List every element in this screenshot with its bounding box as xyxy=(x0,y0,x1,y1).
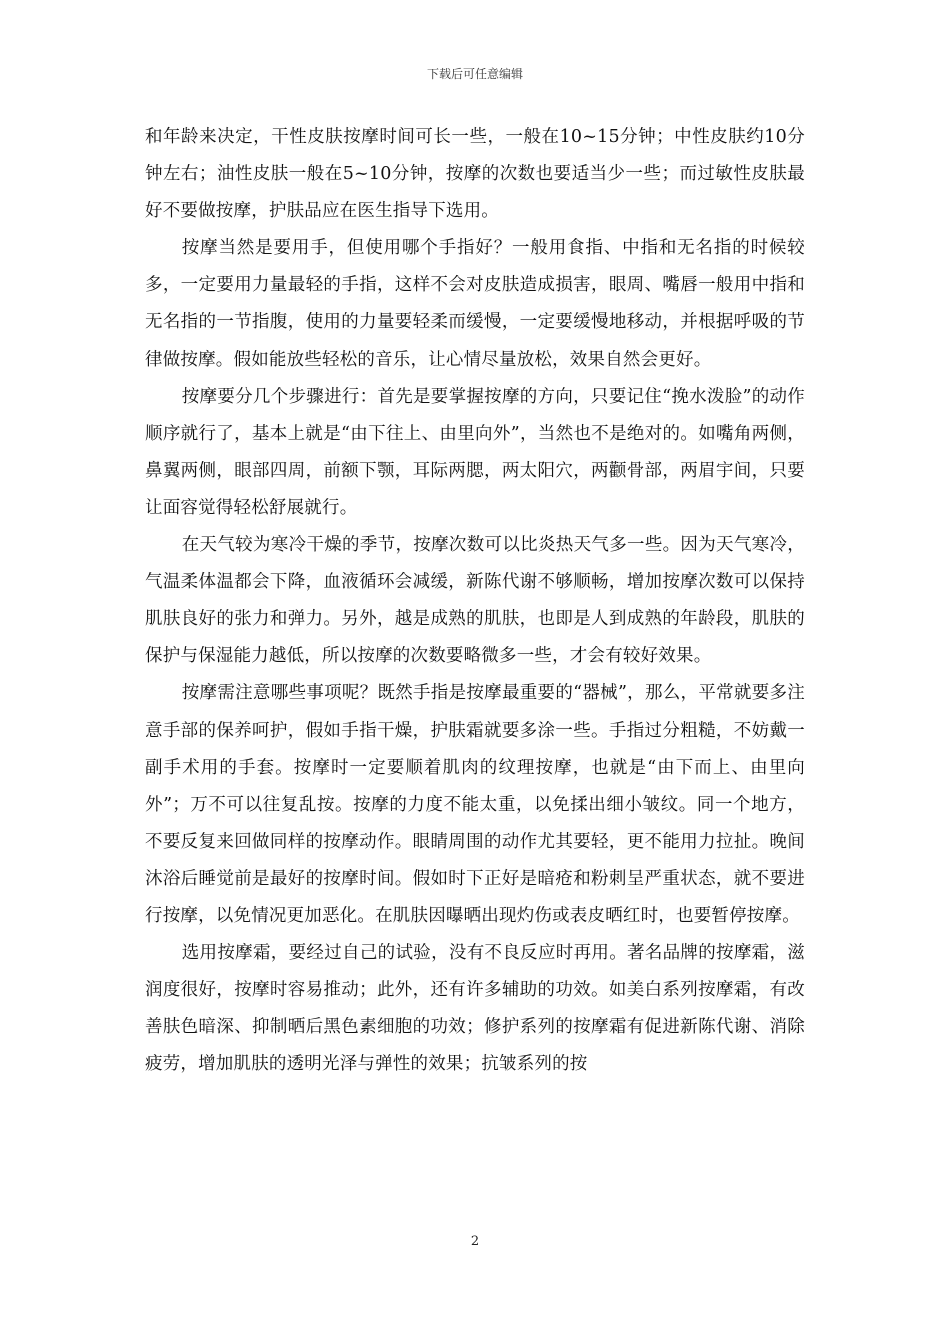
paragraph-5: 按摩需注意哪些事项呢？既然手指是按摩最重要的“器械”，那么，平常就要多注意手部的保养呵护，假如手指干燥，护肤霜就要多涂一些。手指过分粗糙，不妨戴一副手术用的手套。按摩时一定要顺着肌肉的纹理按摩，也就是“由下而上、由里向外”；万不可以往复乱按。按摩的力度不能太重，以免揉出细小皱纹。同一个地方，不要反复来回做同样的按摩动作。眼睛周围的动作尤其要轻，更不能用力拉扯。晚间沐浴后睡觉前是最好的按摩时间。假如时下正好是暗疮和粉刺呈严重状态，就不要进行按摩，以免情况更加恶化。在肌肤因曝晒出现灼伤或表皮晒红时，也要暂停按摩。 xyxy=(145,683,805,926)
paragraph-6: 选用按摩霜，要经过自己的试验，没有不良反应时再用。著名品牌的按摩霜，滋润度很好，按摩时容易推动；此外，还有许多辅助的功效。如美白系列按摩霜，有改善肤色暗深、抑制晒后黑色素细胞的功效；修护系列的按摩霜有促进新陈代谢、消除疲劳，增加肌肤的透明光泽与弹性的效果；抗皱系列的按 xyxy=(145,943,805,1075)
paragraph-3: 按摩要分几个步骤进行：首先是要掌握按摩的方向，只要记住“挽水泼脸”的动作顺序就行了，基本上就是“由下往上、由里向外”，当然也不是绝对的。如嘴角两侧，鼻翼两侧，眼部四周，前额下颚，耳际两腮，两太阳穴，两颧骨部，两眉宇间，只要让面容觉得轻松舒展就行。 xyxy=(145,386,805,518)
paragraph-4: 在天气较为寒冷干燥的季节，按摩次数可以比炎热天气多一些。因为天气寒冷，气温柔体温都会下降，血液循环会减缓，新陈代谢不够顺畅，增加按摩次数可以保持肌肤良好的张力和弹力。另外，越是成熟的肌肤，也即是人到成熟的年龄段，肌肤的保护与保湿能力越低，所以按摩的次数要略微多一些，才会有较好效果。 xyxy=(145,535,805,667)
body-text xyxy=(145,119,805,1083)
page-number: 2 xyxy=(470,1234,480,1249)
paragraph-2: 按摩当然是要用手，但使用哪个手指好？一般用食指、中指和无名指的时候较多，一定要用力量最轻的手指，这样不会对皮肤造成损害，眼周、嘴唇一般用中指和无名指的一节指腹，使用的力量要轻柔而缓慢，一定要缓慢地移动，并根据呼吸的节律做按摩。假如能放些轻松的音乐，让心情尽量放松，效果自然会更好。 xyxy=(145,238,805,370)
page-header: 下载后可任意编辑 xyxy=(426,67,523,81)
paragraph-1: 和年龄来决定，干性皮肤按摩时间可长一些，一般在10~15分钟；中性皮肤约10分钟左右；油性皮肤一般在5~10分钟，按摩的次数也要适当少一些；而过敏性皮肤最好不要做按摩，护肤品应在医生指导下选用。 xyxy=(145,127,805,222)
